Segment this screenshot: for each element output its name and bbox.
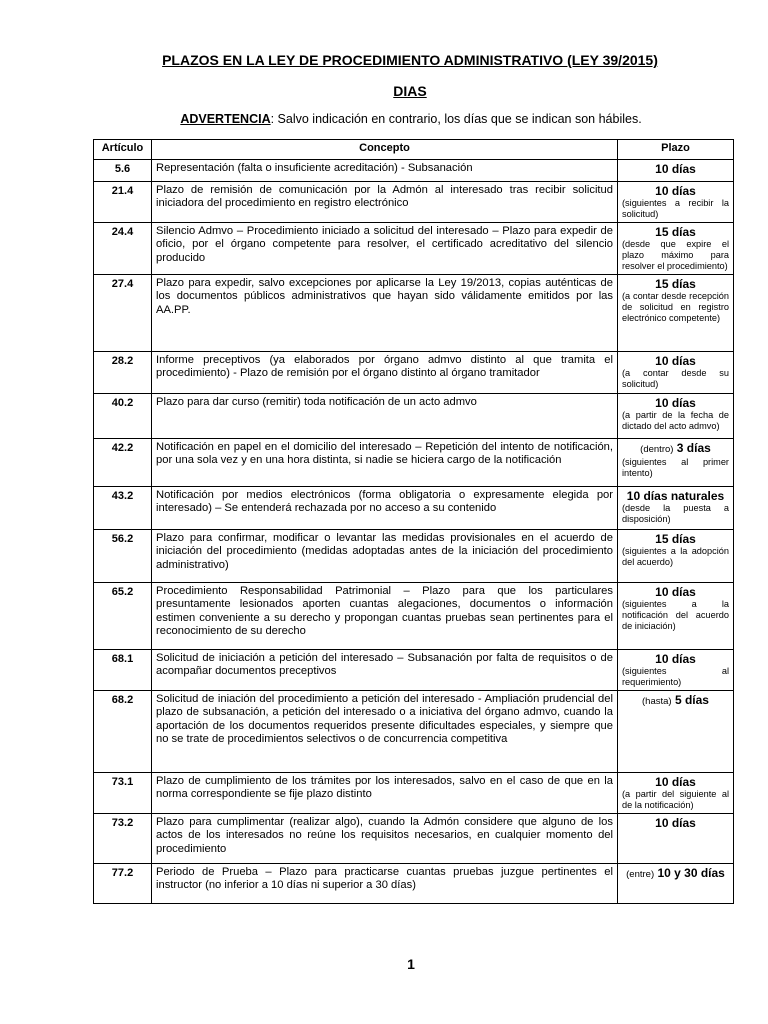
concepto-cell: Plazo de remisión de comunicación por la Admón al interesado tras recibir solicitud iniciadora del procedimiento en registro electrónico	[152, 182, 618, 223]
articulo-cell: 68.2	[94, 691, 152, 773]
plazo-value	[622, 866, 729, 882]
plazo-prefix: (hasta)	[642, 696, 672, 707]
plazo-cell	[618, 275, 734, 352]
plazo-value: 10 días naturales	[626, 489, 725, 503]
plazo-days: 10 y 30 días	[657, 866, 725, 880]
table-row	[94, 650, 734, 691]
plazo-note: (siguientes a la notificación del acuerdo de iniciación)	[622, 599, 729, 631]
table-row	[94, 439, 734, 487]
concepto-cell: Plazo para dar curso (remitir) toda notificación de un acto admvo	[152, 394, 618, 439]
articulo-cell: 27.4	[94, 275, 152, 352]
plazo-value: 10 días	[655, 816, 696, 830]
concepto-cell: Informe preceptivos (ya elaborados por órgano admvo distinto al que tramita el procedimiento) - Plazo de remisión por el órgano distinto al órgano tramitador	[152, 352, 618, 394]
table-row	[94, 773, 734, 814]
plazo-cell	[618, 487, 734, 530]
concepto-cell: Solicitud de iniación del procedimiento a petición del interesado - Ampliación prudencial del plazo de subsanación, a petición del interesado o a iniciativa del órgano admvo, cuando la aportación de los documentos requeridos presente dificultades especiales, y siempre que no se trate de procedimientos selectivos o de concurrencia competitiva	[152, 691, 618, 773]
articulo-cell: 43.2	[94, 487, 152, 530]
plazo-note: (a partir de la fecha de dictado del acto admvo)	[622, 410, 729, 431]
plazo-value	[622, 693, 729, 709]
concepto-cell: Notificación en papel en el domicilio del interesado – Repetición del intento de notificación, por una sola vez y en una hora distinta, si nadie se hiciera cargo de la notificación	[152, 439, 618, 487]
concepto-cell: Plazo para expedir, salvo excepciones por aplicarse la Ley 19/2013, copias auténticas de los documentos públicos administrativos que hayan sido válidamente emitidos por las AA.PP.	[152, 275, 618, 352]
articulo-cell: 56.2	[94, 530, 152, 583]
plazo-cell	[618, 864, 734, 904]
plazo-cell	[618, 394, 734, 439]
articulo-cell: 73.2	[94, 814, 152, 864]
plazo-value: 10 días	[655, 162, 696, 176]
concepto-cell: Notificación por medios electrónicos (forma obligatoria o expresamente elegida por interesado) – Se entenderá rechazada por no acceso a su contenido	[152, 487, 618, 530]
plazo-value: 10 días	[655, 652, 696, 666]
column-header-concepto: Concepto	[152, 140, 618, 160]
plazo-note: (siguientes a la adopción del acuerdo)	[622, 546, 729, 567]
deadlines-table	[93, 139, 734, 904]
table-row	[94, 223, 734, 275]
plazo-cell	[618, 223, 734, 275]
table-row	[94, 160, 734, 182]
articulo-cell: 5.6	[94, 160, 152, 182]
articulo-cell: 77.2	[94, 864, 152, 904]
table-row	[94, 530, 734, 583]
concepto-cell: Procedimiento Responsabilidad Patrimonial – Plazo para que los particulares presuntamente lesionados aporten cuantas alegaciones, documentos o información estimen conveniente a su derecho y propongan cuantas pruebas sean pertinentes para el reconocimiento de su derecho	[152, 583, 618, 650]
plazo-value: 10 días	[655, 775, 696, 789]
concepto-cell: Plazo de cumplimiento de los trámites por los interesados, salvo en el caso de que en la norma correspondiente se fije plazo distinto	[152, 773, 618, 814]
plazo-cell	[618, 352, 734, 394]
articulo-cell: 68.1	[94, 650, 152, 691]
concepto-cell: Solicitud de iniciación a petición del interesado – Subsanación por falta de requisitos o de acompañar documentos preceptivos	[152, 650, 618, 691]
articulo-cell: 73.1	[94, 773, 152, 814]
plazo-note: (a contar desde recepción de solicitud en registro electrónico competente)	[622, 291, 729, 323]
column-header-plazo: Plazo	[618, 140, 734, 160]
plazo-value: 15 días	[655, 225, 696, 239]
plazo-cell	[618, 773, 734, 814]
plazo-note: (a partir del siguiente al de la notificación)	[622, 789, 729, 810]
plazo-note: (siguientes a recibir la solicitud)	[622, 198, 729, 219]
articulo-cell: 42.2	[94, 439, 152, 487]
concepto-cell: Plazo para confirmar, modificar o levantar las medidas provisionales en el acuerdo de iniciación del procedimiento (medidas adoptadas antes de la iniciación del procedimiento administrativo)	[152, 530, 618, 583]
warning-note	[0, 112, 768, 126]
plazo-cell	[618, 814, 734, 864]
table-body	[94, 160, 734, 904]
concepto-cell: Plazo para cumplimentar (realizar algo), cuando la Admón considere que alguno de los actos de los interesados no reúne los requisitos necesarios, en cualquier momento del procedimiento	[152, 814, 618, 864]
plazo-note: (siguientes al requerimiento)	[622, 666, 729, 687]
column-header-articulo: Artículo	[94, 140, 152, 160]
plazo-value: 15 días	[655, 532, 696, 546]
plazo-prefix: (dentro)	[640, 444, 674, 455]
plazo-value: 10 días	[655, 585, 696, 599]
plazo-note: (desde la puesta a disposición)	[622, 503, 729, 524]
plazo-value: 10 días	[655, 396, 696, 410]
plazo-value: 15 días	[655, 277, 696, 291]
table-row	[94, 583, 734, 650]
articulo-cell: 21.4	[94, 182, 152, 223]
plazo-cell	[618, 650, 734, 691]
articulo-cell: 24.4	[94, 223, 152, 275]
table-row	[94, 394, 734, 439]
table-row	[94, 182, 734, 223]
plazo-note: (a contar desde su solicitud)	[622, 368, 729, 389]
plazo-note: (siguientes al primer intento)	[622, 457, 729, 478]
plazo-note: (desde que expire el plazo máximo para resolver el procedimiento)	[622, 239, 729, 271]
table-header-row	[94, 140, 734, 160]
concepto-cell: Silencio Admvo – Procedimiento iniciado a solicitud del interesado – Plazo para expedir de oficio, por el órgano competente para resolver, el certificado acreditativo del silencio producido	[152, 223, 618, 275]
warning-text: : Salvo indicación en contrario, los días que se indican son hábiles.	[270, 112, 642, 126]
table-row	[94, 352, 734, 394]
articulo-cell: 40.2	[94, 394, 152, 439]
warning-label: ADVERTENCIA	[180, 112, 271, 126]
plazo-cell	[618, 182, 734, 223]
plazo-prefix: (entre)	[626, 869, 655, 880]
concepto-cell: Representación (falta o insuficiente acreditación) - Subsanación	[152, 160, 618, 182]
articulo-cell: 65.2	[94, 583, 152, 650]
plazo-value	[622, 441, 729, 457]
plazo-days: 5 días	[674, 693, 709, 707]
table-row	[94, 814, 734, 864]
section-title: DIAS	[393, 83, 427, 99]
plazo-days: 3 días	[676, 441, 711, 455]
table-row	[94, 487, 734, 530]
plazo-value: 10 días	[655, 354, 696, 368]
page-title: PLAZOS EN LA LEY DE PROCEDIMIENTO ADMINISTRATIVO (LEY 39/2015)	[162, 52, 658, 68]
plazo-cell	[618, 583, 734, 650]
page-number: 1	[407, 956, 415, 972]
table-row	[94, 275, 734, 352]
plazo-cell	[618, 530, 734, 583]
table-row	[94, 691, 734, 773]
plazo-cell	[618, 691, 734, 773]
plazo-cell	[618, 439, 734, 487]
table-row	[94, 864, 734, 904]
plazo-value: 10 días	[655, 184, 696, 198]
concepto-cell: Periodo de Prueba – Plazo para practicarse cuantas pruebas juzgue pertinentes el instructor (no inferior a 10 días ni superior a 30 días)	[152, 864, 618, 904]
plazo-cell	[618, 160, 734, 182]
articulo-cell: 28.2	[94, 352, 152, 394]
